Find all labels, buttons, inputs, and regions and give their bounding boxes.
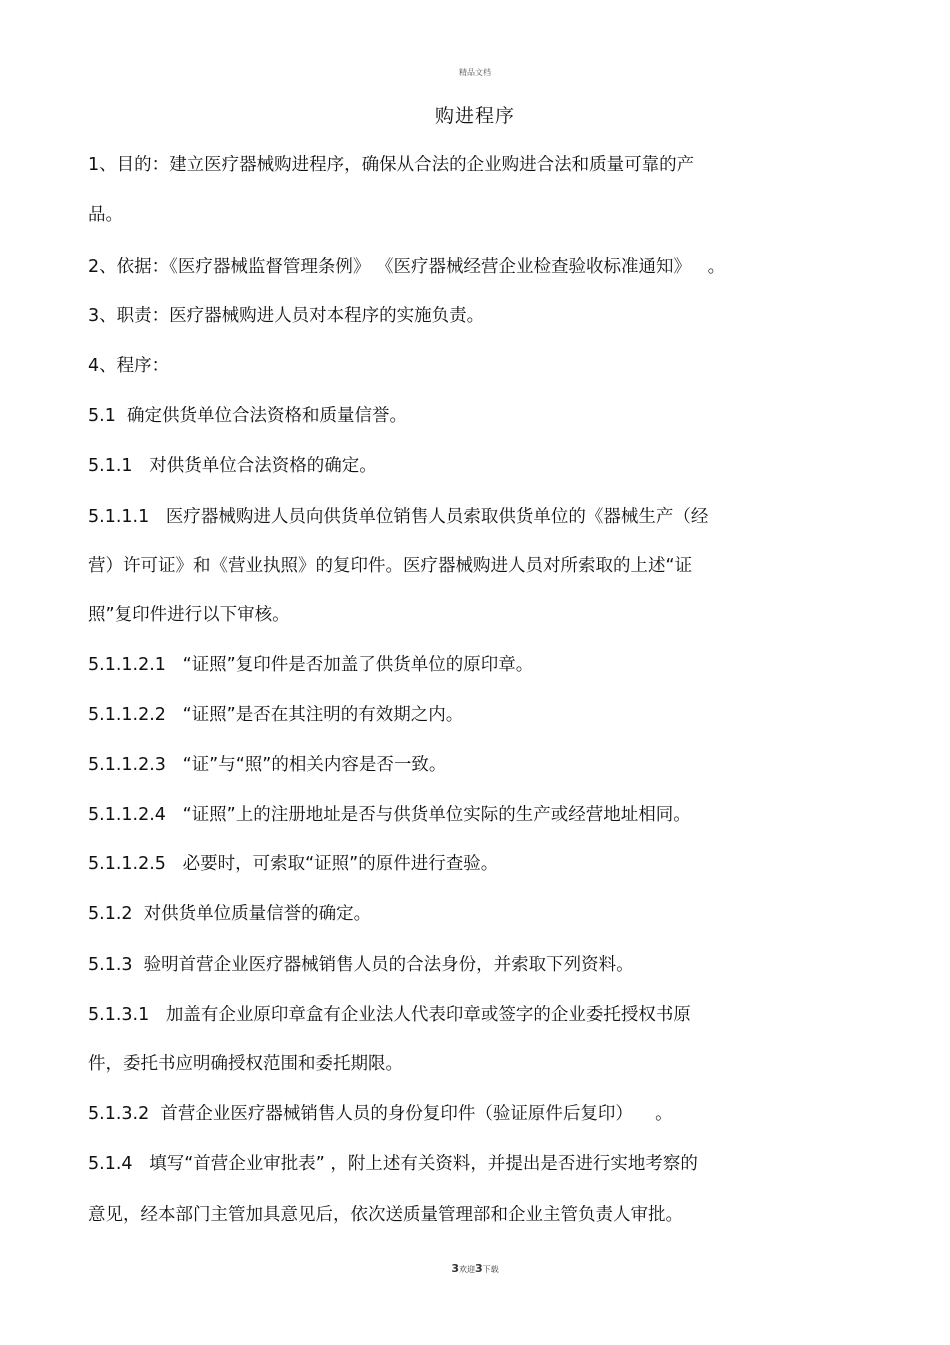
body-line: 5.1.3.1 加盖有企业原印章盒有企业法人代表印章或签字的企业委托授权书原 xyxy=(88,1005,691,1025)
body-line: 1、目的：建立医疗器械购进程序，确保从合法的企业购进合法和质量可靠的产 xyxy=(88,155,695,175)
body-line: 5.1 确定供货单位合法资格和质量信誉。 xyxy=(88,406,407,426)
body-line: 5.1.1.1 医疗器械购进人员向供货单位销售人员索取供货单位的《器械生产（经 xyxy=(88,507,709,527)
footer-text-b: 下载 xyxy=(482,1265,499,1274)
body-line: 5.1.1.2.2 “证照”是否在其注明的有效期之内。 xyxy=(88,705,464,725)
body-line: 照”复印件进行以下审核。 xyxy=(88,605,290,625)
footer-text-a: 欢迎 xyxy=(459,1265,475,1274)
page-number-repeat: 3 xyxy=(475,1262,483,1275)
body-line: 5.1.1.2.3 “证”与“照”的相关内容是否一致。 xyxy=(88,755,447,775)
page-number: 3 xyxy=(451,1262,459,1275)
body-line: 营）许可证》和《营业执照》的复印件。医疗器械购进人员对所索取的上述“证 xyxy=(88,556,693,576)
body-line: 5.1.1.2.5 必要时，可索取“证照”的原件进行查验。 xyxy=(88,854,499,874)
body-line: 件，委托书应明确授权范围和委托期限。 xyxy=(88,1054,403,1074)
body-line: 意见，经本部门主管加具意见后，依次送质量管理部和企业主管负责人审批。 xyxy=(88,1205,683,1225)
body-line: 2、依据：《医疗器械监督管理条例》 《医疗器械经营企业检查验收标准通知》 。 xyxy=(88,257,726,277)
body-line: 5.1.1 对供货单位合法资格的确定。 xyxy=(88,456,377,476)
body-line: 5.1.4 填写“首营企业审批表” ，附上述有关资料，并提出是否进行实地考察的 xyxy=(88,1154,698,1174)
body-line: 4、程序： xyxy=(88,356,170,376)
document-title: 购进程序 xyxy=(434,105,515,127)
page-footer xyxy=(0,1262,950,1275)
body-line: 5.1.3.2 首营企业医疗器械销售人员的身份复印件（验证原件后复印） 。 xyxy=(88,1104,673,1124)
body-line: 5.1.1.2.1 “证照”复印件是否加盖了供货单位的原印章。 xyxy=(88,655,534,675)
body-line: 5.1.3 验明首营企业医疗器械销售人员的合法身份，并索取下列资料。 xyxy=(88,955,634,975)
body-line: 品。 xyxy=(88,205,123,225)
body-line: 5.1.1.2.4 “证照”上的注册地址是否与供货单位实际的生产或经营地址相同。 xyxy=(88,805,691,825)
header-watermark: 精品文档 xyxy=(459,68,491,77)
body-line: 3、职责：医疗器械购进人员对本程序的实施负责。 xyxy=(88,306,485,326)
body-line: 5.1.2 对供货单位质量信誉的确定。 xyxy=(88,904,372,924)
